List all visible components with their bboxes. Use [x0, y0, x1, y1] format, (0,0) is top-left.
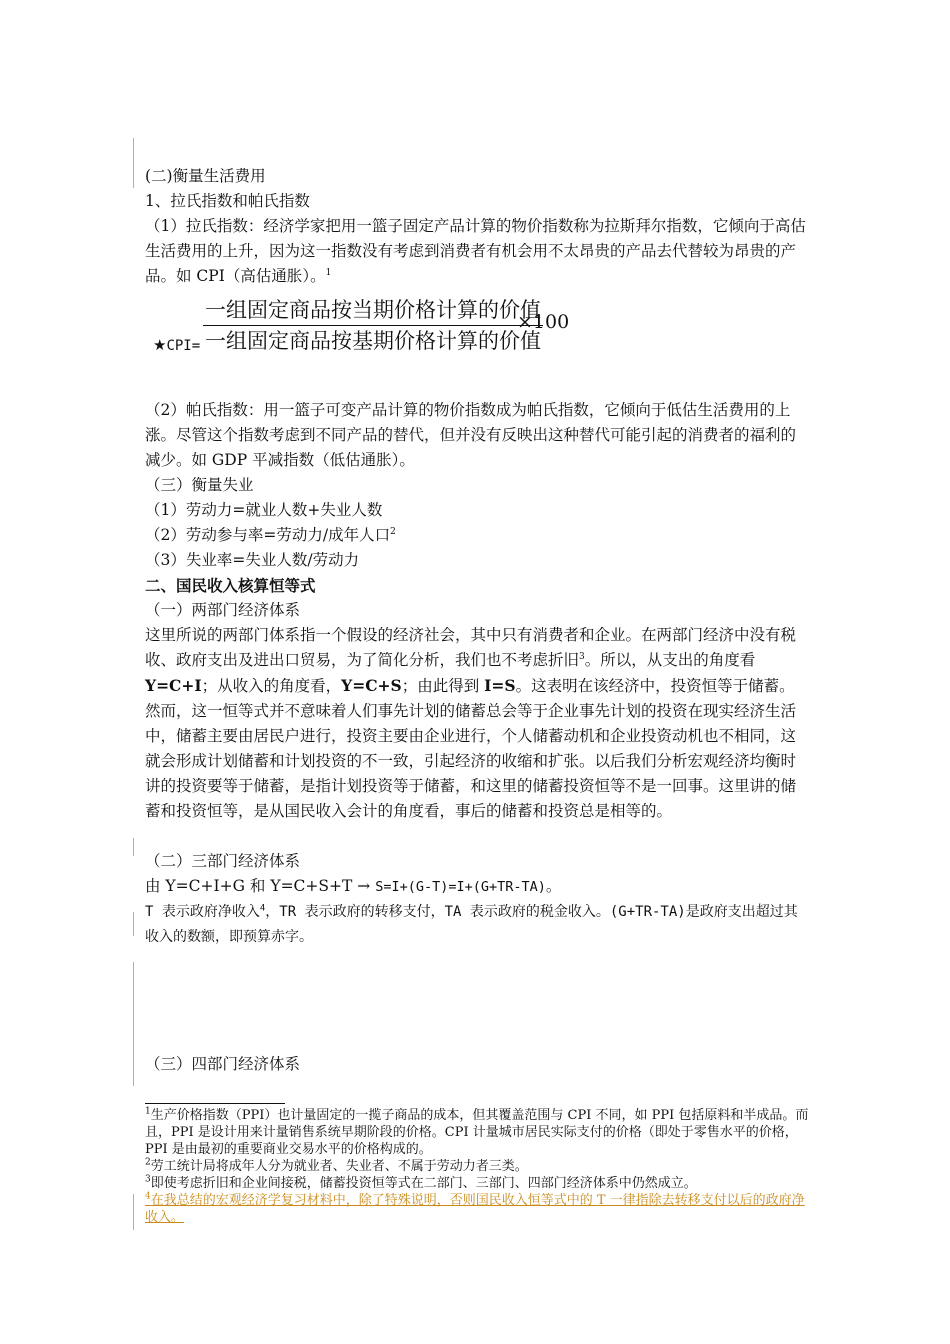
footnote-ref[interactable]: 4	[259, 903, 266, 914]
fraction	[203, 295, 543, 356]
footnote-item: $^3$即使考虑折旧和企业间接税，储蓄投资恒等式在二部门、三部门、四部门经济体系中仍然成立。	[145, 1174, 697, 1191]
change-bar	[133, 1194, 134, 1230]
fraction-numerator: 一组固定商品按当期价格计算的价值	[203, 295, 543, 326]
change-bar	[133, 838, 134, 856]
three-sector-definition: T 表示政府净收入$^4$，TR 表示政府的转移支付，TA 表示政府的税金收入。(G+TR-TA)是政府支出超过其收入的数额，即预算赤字。	[145, 903, 798, 945]
three-sector-equation: 由 Y=C+I+G 和 Y=C+S+T → S=I+(G-T)=I+(G+TR-TA)。	[145, 877, 562, 895]
three-sector-heading: （二）三部门经济体系	[145, 852, 301, 870]
footnote-ref[interactable]: 2	[390, 526, 396, 537]
unemployment-heading: （三）衡量失业	[145, 476, 254, 494]
change-bar	[133, 138, 134, 188]
two-sector-paragraph: 这里所说的两部门体系指一个假设的经济社会，其中只有消费者和企业。在两部门经济中没有税收、政府支出及进出口贸易，为了简化分析，我们也不考虑折旧$^3$。所以，从支出的角度看 Y=C+I；从收入的角度看，Y=C+S；由此得到 I=S。这表明在该经济中，投资恒等于储蓄。然而，这一恒等式并不意味着人们事先计划的储蓄总会等于企业事先计划的投资在现实经济生活中，储蓄主要由居民户进行，投资主要由企业进行，个人储蓄动机和企业投资动机也不相同，这就会形成计划储蓄和计划投资的不一致，引起经济的收缩和扩张。以后我们分析宏观经济均衡时讲的投资要等于储蓄，是指计划投资等于储蓄，和这里的储蓄投资恒等不是一回事。这里讲的储蓄和投资恒等，是从国民收入会计的角度看，事后的储蓄和投资总是相等的。	[145, 626, 797, 820]
fraction-denominator: 一组固定商品按基期价格计算的价值	[205, 329, 541, 353]
participation-line: （2）劳动参与率=劳动力/成年人口$^2$	[145, 526, 396, 544]
footnote-ref[interactable]: 3	[579, 651, 585, 662]
item-title: 1、拉氏指数和帕氏指数	[145, 192, 310, 210]
part-heading: 二、国民收入核算恒等式	[145, 576, 316, 595]
paasche-paragraph: （2）帕氏指数：用一篮子可变产品计算的物价指数成为帕氏指数，它倾向于低估生活费用的上涨。尽管这个指数考虑到不同产品的替代，但并没有反映出这种替代可能引起的消费者的福利的减少。如 GDP 平减指数（低估通胀）。	[145, 401, 797, 469]
footnote-item: $^2$劳工统计局将成年人分为就业者、失业者、不属于劳动力者三类。	[145, 1157, 528, 1174]
labor-force-line: （1）劳动力=就业人数+失业人数	[145, 501, 383, 519]
footnote-item: $^1$生产价格指数（PPI）也计量固定的一揽子商品的成本，但其覆盖范围与 CPI 不同，如 PPI 包括原料和半成品。而且，PPI 是设计用来计量销售系统早期阶段的价格。CPI 计量城市居民实际支付的价格（即处于零售水平的价格，PPI 是由最初的重要商业交易水平的价格构成的。	[145, 1106, 809, 1157]
two-sector-heading: （一）两部门经济体系	[145, 601, 301, 619]
main-content	[145, 164, 810, 1077]
change-bar	[133, 912, 134, 936]
four-sector-heading: （三）四部门经济体系	[145, 1055, 301, 1073]
unemployment-rate-line: （3）失业率=失业人数/劳动力	[145, 551, 360, 569]
formula-multiplier: ×100	[517, 311, 570, 333]
laspeyres-paragraph: （1）拉氏指数：经济学家把用一篮子固定产品计算的物价指数称为拉斯拜尔指数，它倾向于高估生活费用的上升，因为这一指数没有考虑到消费者有机会用不太昂贵的产品去代替较为昂贵的产品。如 CPI（高估通胀）。$^1$	[145, 217, 806, 285]
section-heading: (二)衡量生活费用	[145, 167, 266, 185]
footnotes	[145, 1107, 810, 1226]
footnote-item-tracked[interactable]: $^4$在我总结的宏观经济学复习材料中，除了特殊说明，否则国民收入恒等式中的 T 一律指除去转移支付以后的政府净收入。	[145, 1191, 805, 1225]
star-icon: ★	[153, 336, 167, 354]
change-bar	[133, 962, 134, 1086]
cpi-formula	[145, 293, 810, 373]
formula-label: ★CPI=	[153, 336, 201, 354]
footnote-separator	[145, 1103, 285, 1104]
footnote-ref[interactable]: 1	[325, 267, 332, 278]
